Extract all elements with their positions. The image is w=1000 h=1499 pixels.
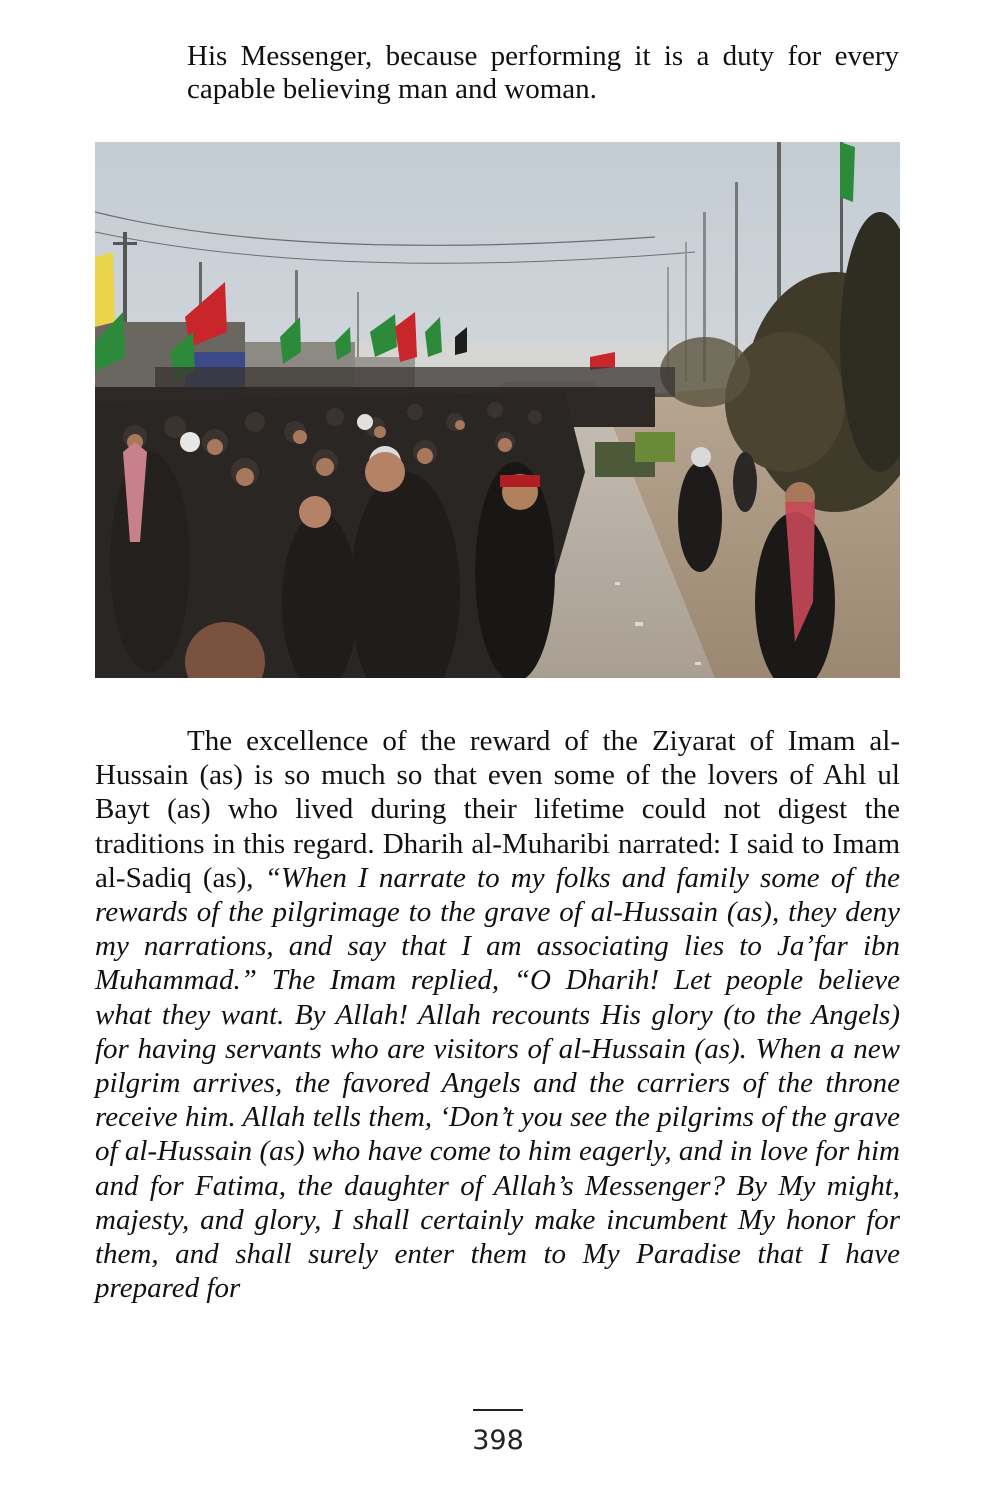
page-number: 398 xyxy=(472,1425,524,1456)
main-paragraph-intro: The excellence of the reward of the Ziyarat of Imam al-Hussain (as) is so much so that even some of the lovers of Ahl ul Bayt (as) who lived during their lifetime could not digest the traditions in this regard. Dharih al-Muharibi narrated: I said to Imam al-Sadiq (as), xyxy=(95,725,900,894)
photo-pilgrims-walking-icon xyxy=(95,142,900,678)
pilgrims-photo xyxy=(95,142,900,678)
main-paragraph xyxy=(95,724,900,1305)
footer-divider xyxy=(473,1409,523,1411)
main-paragraph-quote: “When I narrate to my folks and family some of the rewards of the pilgrimage to the grave of al-Hussain (as), they deny my narrations, and say that I am associating lies to Ja’far ibn Muhammad.” The Imam replied, “O Dharih! Let people believe what they want. By Allah! Allah recounts His glory (to the Angels) for having servants who are visitors of al-Hussain (as). When a new pilgrim arrives, the favored Angels and the carriers of the throne receive him. Allah tells them, ‘Don’t you see the pilgrims of the grave of al-Hussain (as) who have come to him eagerly, and in love for him and for Fatima, the daughter of Allah’s Messenger? By My might, majesty, and glory, I shall certainly make incumbent My honor for them, and shall surely enter them to My Paradise that I have prepared for xyxy=(95,861,900,1305)
top-paragraph: His Messenger, because performing it is a duty for every capable believing man and woman. xyxy=(187,40,899,105)
